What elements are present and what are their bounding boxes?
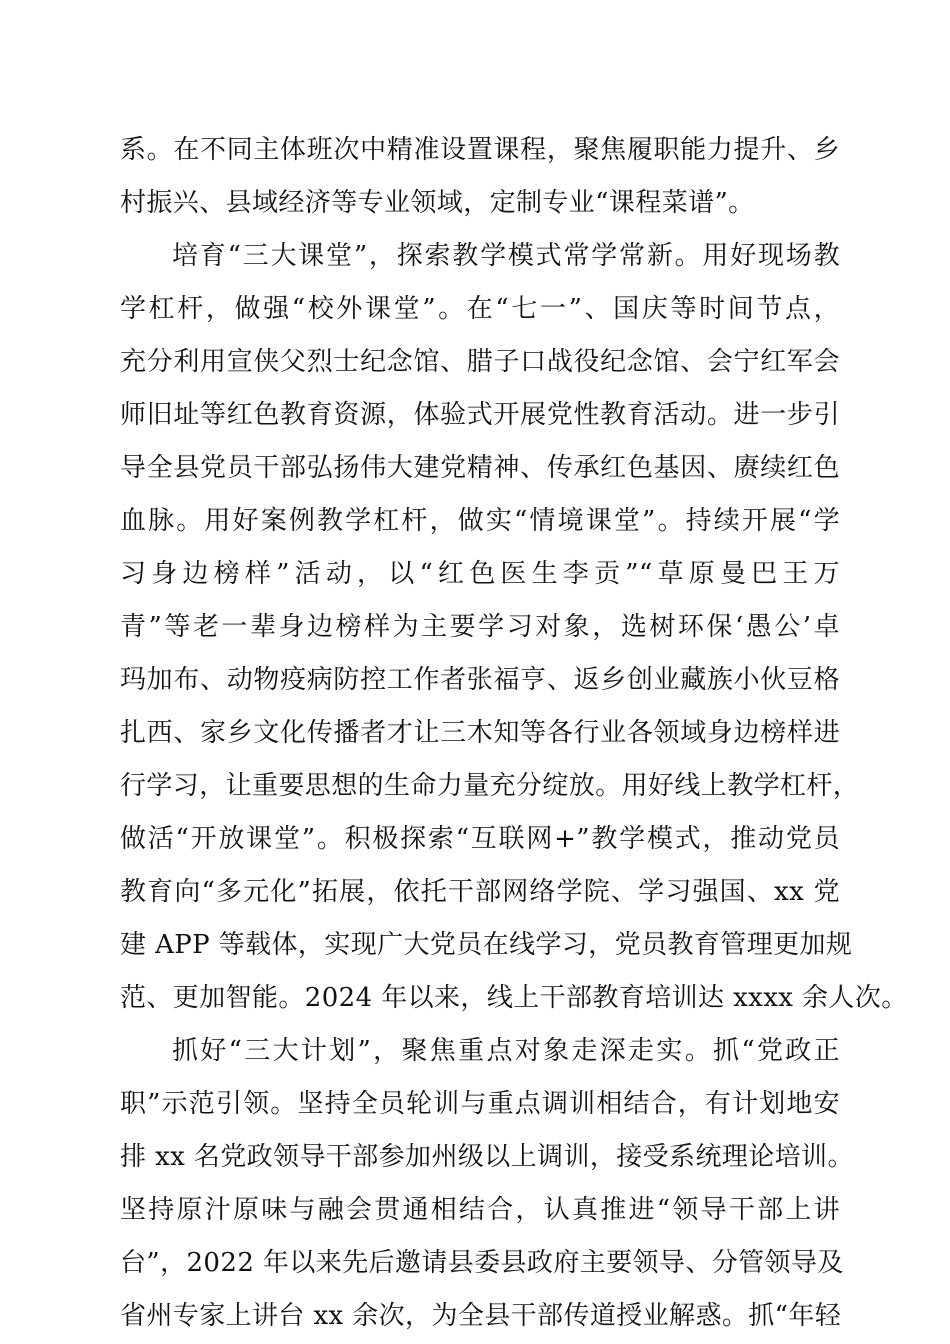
text-line: 师旧址等红色教育资源，体验式开展党性教育活动。进一步引 (120, 400, 840, 430)
text-line: 台”，2022 年以来先后邀请县委县政府主要领导、分管领导及 (120, 1248, 844, 1278)
text-line: 排 xx 名党政领导干部参加州级以上调训，接受系统理论培训。 (120, 1142, 854, 1172)
text-line: 职”示范引领。坚持全员轮训与重点调训相结合，有计划地安 (120, 1089, 840, 1119)
text-line: 血脉。用好案例教学杠杆，做实“情境课堂”。持续开展“学 (120, 506, 840, 536)
text-line: 省州专家上讲台 xx 余次，为全县干部传道授业解惑。抓“年轻 (120, 1301, 842, 1331)
text-line: 扎西、家乡文化传播者才让三木知等各行业各领域身边榜样进 (120, 718, 840, 748)
text-line: 玛加布、动物疫病防控工作者张福亨、返乡创业藏族小伙豆格 (120, 665, 840, 695)
text-line: 青”等老一辈身边榜样为主要学习对象，选树环保‘愚公’卓 (120, 612, 840, 642)
text-line: 范、更加智能。2024 年以来，线上干部教育培训达 xxxx 余人次。 (120, 983, 908, 1013)
text-line: 习身边榜样”活动，以“红色医生李贡”“草原曼巴王万 (120, 559, 840, 589)
body-text (120, 124, 908, 1343)
text-line: 导全县党员干部弘扬伟大建党精神、传承红色基因、赓续红色 (120, 453, 840, 483)
text-line: 行学习，让重要思想的生命力量充分绽放。用好线上教学杠杆， (120, 771, 860, 801)
text-line: 坚持原汁原味与融会贯通相结合，认真推进“领导干部上讲 (120, 1195, 840, 1225)
paragraph-start-line: 抓好“三大计划”，聚焦重点对象走深走实。抓“党政正 (172, 1036, 840, 1066)
paragraph-start-line: 培育“三大课堂”，探索教学模式常学常新。用好现场教 (172, 241, 840, 271)
text-line: 充分利用宣侠父烈士纪念馆、腊子口战役纪念馆、会宁红军会 (120, 347, 840, 377)
text-line: 教育向“多元化”拓展，依托干部网络学院、学习强国、xx 党 (120, 877, 840, 907)
text-line: 系。在不同主体班次中精准设置课程，聚焦履职能力提升、乡 (120, 135, 840, 165)
text-line: 做活“开放课堂”。积极探索“互联网+”教学模式，推动党员 (120, 824, 840, 854)
text-line: 学杠杆，做强“校外课堂”。在“七一”、国庆等时间节点， (120, 294, 840, 324)
text-line: 村振兴、县域经济等专业领域，定制专业“课程菜谱”。 (120, 188, 755, 218)
text-line: 建 APP 等载体，实现广大党员在线学习，党员教育管理更加规 (120, 930, 853, 960)
